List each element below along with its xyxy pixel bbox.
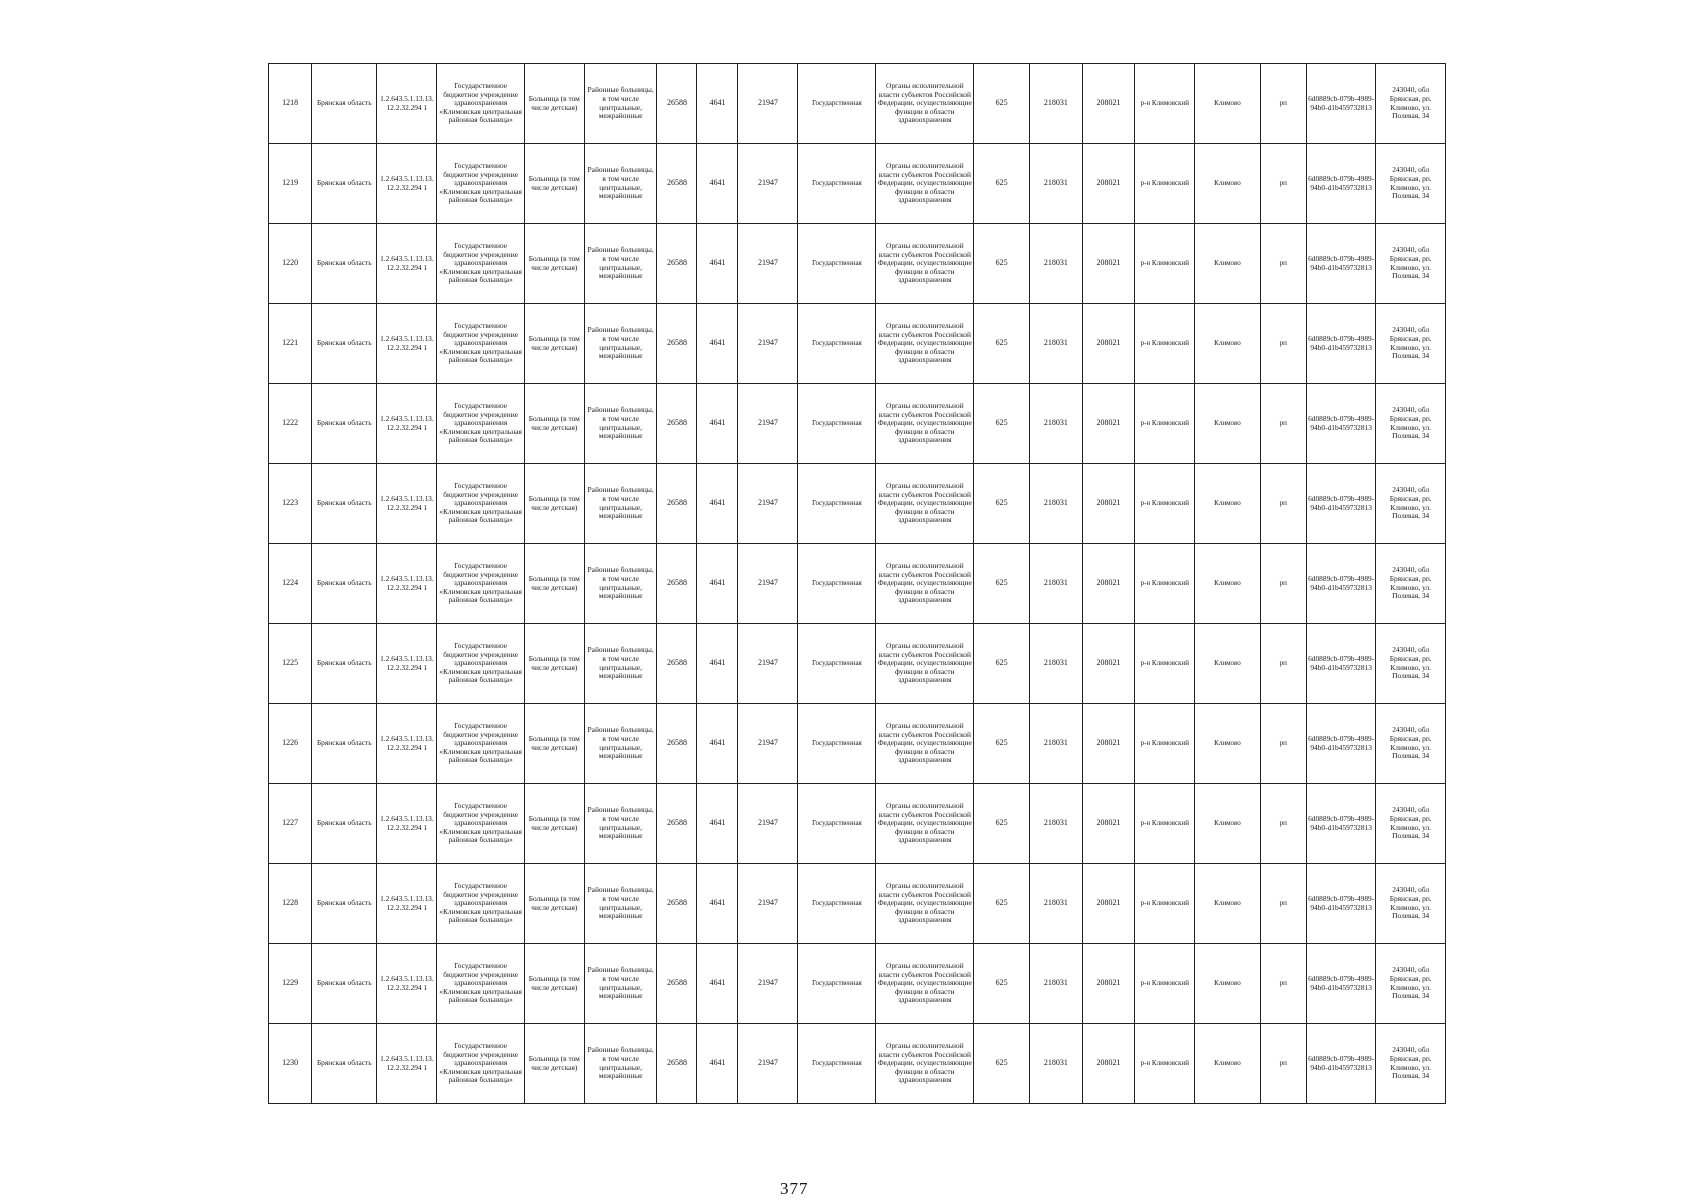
code-6-cell: 208021 [1082, 1024, 1135, 1104]
oktmo-code-cell: 1.2.643.5.1.13.13.12.2.32.294 1 [377, 1024, 437, 1104]
guid-cell: 6d0889cb-079b-4989-94b0-d1b459732813 [1306, 224, 1375, 304]
locality-type-cell: рп [1260, 544, 1306, 624]
locality-cell: Климово [1195, 1024, 1260, 1104]
facility-kind-cell: Районные больницы, в том числе центральные, межрайонные [584, 544, 657, 624]
locality-cell: Климово [1195, 624, 1260, 704]
facility-type-cell: Больница (в том числе детская) [524, 624, 584, 704]
locality-type-cell: рп [1260, 304, 1306, 384]
oktmo-code-cell: 1.2.643.5.1.13.13.12.2.32.294 1 [377, 464, 437, 544]
organization-cell: Государственное бюджетное учреждение здравоохранения «Климовская центральная районная больница» [437, 544, 524, 624]
records-table [268, 63, 1446, 1104]
code-1-cell: 26588 [657, 1024, 697, 1104]
code-3-cell: 21947 [738, 864, 798, 944]
locality-type-cell: рп [1260, 784, 1306, 864]
ownership-cell: Государственная [798, 704, 876, 784]
code-2-cell: 4641 [697, 1024, 738, 1104]
facility-kind-cell: Районные больницы, в том числе центральные, межрайонные [584, 64, 657, 144]
code-3-cell: 21947 [738, 704, 798, 784]
locality-cell: Климово [1195, 944, 1260, 1024]
locality-type-cell: рп [1260, 144, 1306, 224]
code-2-cell: 4641 [697, 304, 738, 384]
code-3-cell: 21947 [738, 944, 798, 1024]
facility-kind-cell: Районные больницы, в том числе центральные, межрайонные [584, 624, 657, 704]
code-5-cell: 218031 [1030, 464, 1083, 544]
oktmo-code-cell: 1.2.643.5.1.13.13.12.2.32.294 1 [377, 224, 437, 304]
facility-type-cell: Больница (в том числе детская) [524, 864, 584, 944]
region-cell: Брянская область [312, 304, 377, 384]
guid-cell: 6d0889cb-079b-4989-94b0-d1b459732813 [1306, 64, 1375, 144]
code-1-cell: 26588 [657, 944, 697, 1024]
authority-cell: Органы исполнительной власти субъектов Российской Федерации, осуществляющие функции в области здравоохранения [876, 464, 974, 544]
facility-kind-cell: Районные больницы, в том числе центральные, межрайонные [584, 704, 657, 784]
code-4-cell: 625 [974, 784, 1030, 864]
facility-type-cell: Больница (в том числе детская) [524, 544, 584, 624]
table-row [269, 784, 1446, 864]
locality-type-cell: рп [1260, 1024, 1306, 1104]
code-1-cell: 26588 [657, 784, 697, 864]
region-cell: Брянская область [312, 704, 377, 784]
locality-cell: Климово [1195, 224, 1260, 304]
organization-cell: Государственное бюджетное учреждение здравоохранения «Климовская центральная районная больница» [437, 1024, 524, 1104]
locality-cell: Климово [1195, 304, 1260, 384]
locality-cell: Климово [1195, 704, 1260, 784]
facility-kind-cell: Районные больницы, в том числе центральные, межрайонные [584, 464, 657, 544]
code-6-cell: 208021 [1082, 64, 1135, 144]
code-3-cell: 21947 [738, 464, 798, 544]
guid-cell: 6d0889cb-079b-4989-94b0-d1b459732813 [1306, 704, 1375, 784]
region-cell: Брянская область [312, 464, 377, 544]
guid-cell: 6d0889cb-079b-4989-94b0-d1b459732813 [1306, 384, 1375, 464]
ownership-cell: Государственная [798, 624, 876, 704]
row-number-cell: 1230 [269, 1024, 312, 1104]
region-cell: Брянская область [312, 224, 377, 304]
organization-cell: Государственное бюджетное учреждение здравоохранения «Климовская центральная районная больница» [437, 144, 524, 224]
code-4-cell: 625 [974, 1024, 1030, 1104]
district-cell: р-н Климовский [1135, 464, 1195, 544]
organization-cell: Государственное бюджетное учреждение здравоохранения «Климовская центральная районная больница» [437, 64, 524, 144]
code-1-cell: 26588 [657, 144, 697, 224]
locality-type-cell: рп [1260, 384, 1306, 464]
facility-kind-cell: Районные больницы, в том числе центральные, межрайонные [584, 1024, 657, 1104]
region-cell: Брянская область [312, 64, 377, 144]
authority-cell: Органы исполнительной власти субъектов Российской Федерации, осуществляющие функции в области здравоохранения [876, 224, 974, 304]
code-2-cell: 4641 [697, 384, 738, 464]
region-cell: Брянская область [312, 784, 377, 864]
row-number-cell: 1226 [269, 704, 312, 784]
table-row [269, 224, 1446, 304]
code-2-cell: 4641 [697, 624, 738, 704]
code-6-cell: 208021 [1082, 544, 1135, 624]
table-row [269, 144, 1446, 224]
code-5-cell: 218031 [1030, 1024, 1083, 1104]
ownership-cell: Государственная [798, 144, 876, 224]
code-2-cell: 4641 [697, 784, 738, 864]
authority-cell: Органы исполнительной власти субъектов Российской Федерации, осуществляющие функции в области здравоохранения [876, 784, 974, 864]
guid-cell: 6d0889cb-079b-4989-94b0-d1b459732813 [1306, 304, 1375, 384]
address-cell: 243040, обл Брянская, рп. Климово, ул. Полевая, 34 [1376, 624, 1446, 704]
organization-cell: Государственное бюджетное учреждение здравоохранения «Климовская центральная районная больница» [437, 624, 524, 704]
organization-cell: Государственное бюджетное учреждение здравоохранения «Климовская центральная районная больница» [437, 784, 524, 864]
code-6-cell: 208021 [1082, 704, 1135, 784]
code-5-cell: 218031 [1030, 64, 1083, 144]
code-4-cell: 625 [974, 144, 1030, 224]
address-cell: 243040, обл Брянская, рп. Климово, ул. Полевая, 34 [1376, 1024, 1446, 1104]
district-cell: р-н Климовский [1135, 224, 1195, 304]
locality-cell: Климово [1195, 384, 1260, 464]
address-cell: 243040, обл Брянская, рп. Климово, ул. Полевая, 34 [1376, 944, 1446, 1024]
code-1-cell: 26588 [657, 464, 697, 544]
organization-cell: Государственное бюджетное учреждение здравоохранения «Климовская центральная районная больница» [437, 304, 524, 384]
code-2-cell: 4641 [697, 864, 738, 944]
oktmo-code-cell: 1.2.643.5.1.13.13.12.2.32.294 1 [377, 704, 437, 784]
row-number-cell: 1218 [269, 64, 312, 144]
authority-cell: Органы исполнительной власти субъектов Российской Федерации, осуществляющие функции в области здравоохранения [876, 544, 974, 624]
code-6-cell: 208021 [1082, 224, 1135, 304]
code-2-cell: 4641 [697, 64, 738, 144]
code-3-cell: 21947 [738, 144, 798, 224]
facility-type-cell: Больница (в том числе детская) [524, 144, 584, 224]
locality-type-cell: рп [1260, 864, 1306, 944]
code-2-cell: 4641 [697, 944, 738, 1024]
table-row [269, 624, 1446, 704]
district-cell: р-н Климовский [1135, 144, 1195, 224]
code-6-cell: 208021 [1082, 384, 1135, 464]
locality-cell: Климово [1195, 464, 1260, 544]
locality-cell: Климово [1195, 144, 1260, 224]
locality-type-cell: рп [1260, 624, 1306, 704]
facility-kind-cell: Районные больницы, в том числе центральные, межрайонные [584, 144, 657, 224]
code-6-cell: 208021 [1082, 944, 1135, 1024]
region-cell: Брянская область [312, 384, 377, 464]
region-cell: Брянская область [312, 544, 377, 624]
code-3-cell: 21947 [738, 544, 798, 624]
code-4-cell: 625 [974, 704, 1030, 784]
code-4-cell: 625 [974, 464, 1030, 544]
facility-type-cell: Больница (в том числе детская) [524, 464, 584, 544]
district-cell: р-н Климовский [1135, 864, 1195, 944]
table-row [269, 704, 1446, 784]
ownership-cell: Государственная [798, 944, 876, 1024]
address-cell: 243040, обл Брянская, рп. Климово, ул. Полевая, 34 [1376, 704, 1446, 784]
locality-type-cell: рп [1260, 704, 1306, 784]
address-cell: 243040, обл Брянская, рп. Климово, ул. Полевая, 34 [1376, 144, 1446, 224]
code-3-cell: 21947 [738, 384, 798, 464]
region-cell: Брянская область [312, 1024, 377, 1104]
address-cell: 243040, обл Брянская, рп. Климово, ул. Полевая, 34 [1376, 464, 1446, 544]
ownership-cell: Государственная [798, 304, 876, 384]
code-3-cell: 21947 [738, 784, 798, 864]
table-row [269, 304, 1446, 384]
district-cell: р-н Климовский [1135, 704, 1195, 784]
code-1-cell: 26588 [657, 224, 697, 304]
row-number-cell: 1223 [269, 464, 312, 544]
code-5-cell: 218031 [1030, 384, 1083, 464]
code-5-cell: 218031 [1030, 784, 1083, 864]
address-cell: 243040, обл Брянская, рп. Климово, ул. Полевая, 34 [1376, 224, 1446, 304]
table-row [269, 1024, 1446, 1104]
code-5-cell: 218031 [1030, 144, 1083, 224]
locality-type-cell: рп [1260, 64, 1306, 144]
code-5-cell: 218031 [1030, 624, 1083, 704]
code-3-cell: 21947 [738, 224, 798, 304]
guid-cell: 6d0889cb-079b-4989-94b0-d1b459732813 [1306, 944, 1375, 1024]
oktmo-code-cell: 1.2.643.5.1.13.13.12.2.32.294 1 [377, 624, 437, 704]
facility-type-cell: Больница (в том числе детская) [524, 224, 584, 304]
locality-type-cell: рп [1260, 464, 1306, 544]
row-number-cell: 1219 [269, 144, 312, 224]
code-4-cell: 625 [974, 384, 1030, 464]
code-6-cell: 208021 [1082, 304, 1135, 384]
ownership-cell: Государственная [798, 224, 876, 304]
authority-cell: Органы исполнительной власти субъектов Российской Федерации, осуществляющие функции в области здравоохранения [876, 704, 974, 784]
facility-type-cell: Больница (в том числе детская) [524, 944, 584, 1024]
facility-type-cell: Больница (в том числе детская) [524, 64, 584, 144]
page-number: 377 [780, 1179, 809, 1198]
organization-cell: Государственное бюджетное учреждение здравоохранения «Климовская центральная районная больница» [437, 384, 524, 464]
address-cell: 243040, обл Брянская, рп. Климово, ул. Полевая, 34 [1376, 304, 1446, 384]
code-2-cell: 4641 [697, 144, 738, 224]
facility-kind-cell: Районные больницы, в том числе центральные, межрайонные [584, 864, 657, 944]
code-1-cell: 26588 [657, 64, 697, 144]
guid-cell: 6d0889cb-079b-4989-94b0-d1b459732813 [1306, 624, 1375, 704]
code-6-cell: 208021 [1082, 864, 1135, 944]
organization-cell: Государственное бюджетное учреждение здравоохранения «Климовская центральная районная больница» [437, 704, 524, 784]
code-5-cell: 218031 [1030, 304, 1083, 384]
organization-cell: Государственное бюджетное учреждение здравоохранения «Климовская центральная районная больница» [437, 224, 524, 304]
code-1-cell: 26588 [657, 864, 697, 944]
table-row [269, 384, 1446, 464]
oktmo-code-cell: 1.2.643.5.1.13.13.12.2.32.294 1 [377, 864, 437, 944]
ownership-cell: Государственная [798, 544, 876, 624]
district-cell: р-н Климовский [1135, 1024, 1195, 1104]
oktmo-code-cell: 1.2.643.5.1.13.13.12.2.32.294 1 [377, 144, 437, 224]
oktmo-code-cell: 1.2.643.5.1.13.13.12.2.32.294 1 [377, 944, 437, 1024]
locality-cell: Климово [1195, 864, 1260, 944]
district-cell: р-н Климовский [1135, 624, 1195, 704]
table-row [269, 864, 1446, 944]
code-1-cell: 26588 [657, 544, 697, 624]
authority-cell: Органы исполнительной власти субъектов Российской Федерации, осуществляющие функции в области здравоохранения [876, 144, 974, 224]
facility-kind-cell: Районные больницы, в том числе центральные, межрайонные [584, 784, 657, 864]
code-4-cell: 625 [974, 624, 1030, 704]
facility-type-cell: Больница (в том числе детская) [524, 704, 584, 784]
code-4-cell: 625 [974, 304, 1030, 384]
row-number-cell: 1229 [269, 944, 312, 1024]
oktmo-code-cell: 1.2.643.5.1.13.13.12.2.32.294 1 [377, 784, 437, 864]
oktmo-code-cell: 1.2.643.5.1.13.13.12.2.32.294 1 [377, 304, 437, 384]
ownership-cell: Государственная [798, 784, 876, 864]
table-row [269, 944, 1446, 1024]
row-number-cell: 1228 [269, 864, 312, 944]
code-1-cell: 26588 [657, 304, 697, 384]
code-6-cell: 208021 [1082, 624, 1135, 704]
ownership-cell: Государственная [798, 864, 876, 944]
code-3-cell: 21947 [738, 1024, 798, 1104]
authority-cell: Органы исполнительной власти субъектов Российской Федерации, осуществляющие функции в области здравоохранения [876, 624, 974, 704]
facility-kind-cell: Районные больницы, в том числе центральные, межрайонные [584, 304, 657, 384]
row-number-cell: 1227 [269, 784, 312, 864]
address-cell: 243040, обл Брянская, рп. Климово, ул. Полевая, 34 [1376, 64, 1446, 144]
facility-type-cell: Больница (в том числе детская) [524, 1024, 584, 1104]
code-4-cell: 625 [974, 64, 1030, 144]
ownership-cell: Государственная [798, 1024, 876, 1104]
facility-kind-cell: Районные больницы, в том числе центральные, межрайонные [584, 944, 657, 1024]
facility-kind-cell: Районные больницы, в том числе центральные, межрайонные [584, 384, 657, 464]
locality-type-cell: рп [1260, 224, 1306, 304]
facility-type-cell: Больница (в том числе детская) [524, 784, 584, 864]
facility-type-cell: Больница (в том числе детская) [524, 304, 584, 384]
authority-cell: Органы исполнительной власти субъектов Российской Федерации, осуществляющие функции в области здравоохранения [876, 304, 974, 384]
organization-cell: Государственное бюджетное учреждение здравоохранения «Климовская центральная районная больница» [437, 464, 524, 544]
code-1-cell: 26588 [657, 624, 697, 704]
locality-type-cell: рп [1260, 944, 1306, 1024]
table-row [269, 544, 1446, 624]
district-cell: р-н Климовский [1135, 944, 1195, 1024]
code-1-cell: 26588 [657, 384, 697, 464]
guid-cell: 6d0889cb-079b-4989-94b0-d1b459732813 [1306, 864, 1375, 944]
address-cell: 243040, обл Брянская, рп. Климово, ул. Полевая, 34 [1376, 544, 1446, 624]
table-row [269, 464, 1446, 544]
organization-cell: Государственное бюджетное учреждение здравоохранения «Климовская центральная районная больница» [437, 944, 524, 1024]
guid-cell: 6d0889cb-079b-4989-94b0-d1b459732813 [1306, 1024, 1375, 1104]
address-cell: 243040, обл Брянская, рп. Климово, ул. Полевая, 34 [1376, 384, 1446, 464]
code-4-cell: 625 [974, 944, 1030, 1024]
district-cell: р-н Климовский [1135, 304, 1195, 384]
region-cell: Брянская область [312, 144, 377, 224]
ownership-cell: Государственная [798, 464, 876, 544]
row-number-cell: 1220 [269, 224, 312, 304]
facility-type-cell: Больница (в том числе детская) [524, 384, 584, 464]
code-5-cell: 218031 [1030, 704, 1083, 784]
region-cell: Брянская область [312, 624, 377, 704]
code-1-cell: 26588 [657, 704, 697, 784]
oktmo-code-cell: 1.2.643.5.1.13.13.12.2.32.294 1 [377, 384, 437, 464]
region-cell: Брянская область [312, 944, 377, 1024]
district-cell: р-н Климовский [1135, 384, 1195, 464]
code-5-cell: 218031 [1030, 864, 1083, 944]
code-5-cell: 218031 [1030, 224, 1083, 304]
ownership-cell: Государственная [798, 64, 876, 144]
authority-cell: Органы исполнительной власти субъектов Российской Федерации, осуществляющие функции в области здравоохранения [876, 384, 974, 464]
row-number-cell: 1222 [269, 384, 312, 464]
guid-cell: 6d0889cb-079b-4989-94b0-d1b459732813 [1306, 544, 1375, 624]
authority-cell: Органы исполнительной власти субъектов Российской Федерации, осуществляющие функции в области здравоохранения [876, 64, 974, 144]
code-6-cell: 208021 [1082, 144, 1135, 224]
authority-cell: Органы исполнительной власти субъектов Российской Федерации, осуществляющие функции в области здравоохранения [876, 864, 974, 944]
authority-cell: Органы исполнительной власти субъектов Российской Федерации, осуществляющие функции в области здравоохранения [876, 944, 974, 1024]
guid-cell: 6d0889cb-079b-4989-94b0-d1b459732813 [1306, 464, 1375, 544]
guid-cell: 6d0889cb-079b-4989-94b0-d1b459732813 [1306, 784, 1375, 864]
locality-cell: Климово [1195, 64, 1260, 144]
code-2-cell: 4641 [697, 544, 738, 624]
oktmo-code-cell: 1.2.643.5.1.13.13.12.2.32.294 1 [377, 64, 437, 144]
address-cell: 243040, обл Брянская, рп. Климово, ул. Полевая, 34 [1376, 864, 1446, 944]
ownership-cell: Государственная [798, 384, 876, 464]
code-3-cell: 21947 [738, 304, 798, 384]
table-row [269, 64, 1446, 144]
code-5-cell: 218031 [1030, 944, 1083, 1024]
district-cell: р-н Климовский [1135, 784, 1195, 864]
region-cell: Брянская область [312, 864, 377, 944]
code-2-cell: 4641 [697, 224, 738, 304]
code-4-cell: 625 [974, 544, 1030, 624]
row-number-cell: 1221 [269, 304, 312, 384]
code-4-cell: 625 [974, 224, 1030, 304]
guid-cell: 6d0889cb-079b-4989-94b0-d1b459732813 [1306, 144, 1375, 224]
code-6-cell: 208021 [1082, 464, 1135, 544]
address-cell: 243040, обл Брянская, рп. Климово, ул. Полевая, 34 [1376, 784, 1446, 864]
code-3-cell: 21947 [738, 624, 798, 704]
locality-cell: Климово [1195, 784, 1260, 864]
authority-cell: Органы исполнительной власти субъектов Российской Федерации, осуществляющие функции в области здравоохранения [876, 1024, 974, 1104]
organization-cell: Государственное бюджетное учреждение здравоохранения «Климовская центральная районная больница» [437, 864, 524, 944]
locality-cell: Климово [1195, 544, 1260, 624]
code-2-cell: 4641 [697, 464, 738, 544]
district-cell: р-н Климовский [1135, 64, 1195, 144]
oktmo-code-cell: 1.2.643.5.1.13.13.12.2.32.294 1 [377, 544, 437, 624]
code-3-cell: 21947 [738, 64, 798, 144]
code-4-cell: 625 [974, 864, 1030, 944]
code-6-cell: 208021 [1082, 784, 1135, 864]
row-number-cell: 1224 [269, 544, 312, 624]
code-5-cell: 218031 [1030, 544, 1083, 624]
facility-kind-cell: Районные больницы, в том числе центральные, межрайонные [584, 224, 657, 304]
code-2-cell: 4641 [697, 704, 738, 784]
row-number-cell: 1225 [269, 624, 312, 704]
district-cell: р-н Климовский [1135, 544, 1195, 624]
